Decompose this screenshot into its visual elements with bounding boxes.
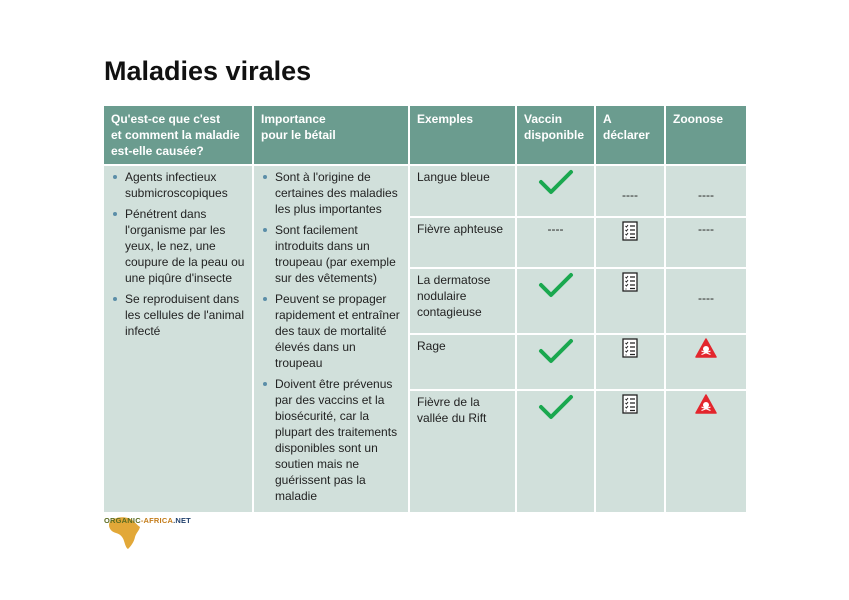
header-declare: A déclarer <box>595 105 665 165</box>
vaccine-cell <box>516 390 595 513</box>
checklist-document-icon <box>603 394 657 414</box>
list-item: Pénétrent dans l'organisme par les yeux, le nez, une coupure de la peau ou une piqûre d'insecte <box>111 206 245 286</box>
vaccine-cell <box>516 268 595 334</box>
what-it-is-list <box>111 169 245 339</box>
skull-warning-icon <box>673 338 739 358</box>
vaccine-cell <box>516 217 595 269</box>
checkmark-icon <box>524 394 587 420</box>
example-name: La dermatose nodulaire contagieuse <box>409 268 516 334</box>
checkmark-icon <box>524 272 587 298</box>
header-zoonose: Zoonose <box>665 105 747 165</box>
importance-list <box>261 169 401 504</box>
declare-cell <box>595 217 665 269</box>
not-applicable-dash: ---- <box>698 221 714 236</box>
table-row <box>103 165 747 217</box>
skull-warning-icon <box>673 394 739 414</box>
zoonose-cell <box>665 165 747 217</box>
not-applicable-dash: ---- <box>698 291 714 306</box>
list-item: Peuvent se propager rapidement et entraîner des taux de mortalité élevés dans un troupeau <box>261 291 401 371</box>
list-item: Agents infectieux submicroscopiques <box>111 169 245 201</box>
vaccine-cell <box>516 334 595 390</box>
declare-cell <box>595 334 665 390</box>
checklist-document-icon <box>603 272 657 292</box>
list-item: Sont à l'origine de certaines des maladies les plus importantes <box>261 169 401 217</box>
organic-africa-logo[interactable] <box>104 513 194 553</box>
importance-cell <box>253 165 409 513</box>
not-applicable-dash: ---- <box>622 188 638 202</box>
list-item: Sont facilement introduits dans un troupeau (par exemple sur des vêtements) <box>261 222 401 286</box>
header-vaccine: Vaccin disponible <box>516 105 595 165</box>
declare-cell <box>595 165 665 217</box>
example-name: Fièvre de la vallée du Rift <box>409 390 516 513</box>
zoonose-cell <box>665 390 747 513</box>
zoonose-cell <box>665 334 747 390</box>
list-item: Doivent être prévenus par des vaccins et la biosécurité, car la plupart des traitements disponibles sont un soutien mais ne guérissent pas la maladie <box>261 376 401 504</box>
checkmark-icon <box>524 338 587 364</box>
checklist-document-icon <box>603 221 657 241</box>
example-name: Langue bleue <box>409 165 516 217</box>
table-header-row <box>103 105 747 165</box>
checklist-document-icon <box>603 338 657 358</box>
example-name: Rage <box>409 334 516 390</box>
zoonose-cell <box>665 217 747 269</box>
checkmark-icon <box>524 169 587 195</box>
header-examples: Exemples <box>409 105 516 165</box>
not-applicable-dash: ---- <box>547 221 564 236</box>
viral-diseases-table <box>102 104 748 514</box>
vaccine-cell <box>516 165 595 217</box>
page-title: Maladies virales <box>104 56 312 86</box>
not-applicable-dash: ---- <box>698 188 714 202</box>
example-name: Fièvre aphteuse <box>409 217 516 269</box>
header-importance: Importance pour le bétail <box>253 105 409 165</box>
header-what-it-is: Qu'est-ce que c'est et comment la maladie est-elle causée? <box>103 105 253 165</box>
declare-cell <box>595 268 665 334</box>
what-it-is-cell <box>103 165 253 513</box>
list-item: Se reproduisent dans les cellules de l'animal infecté <box>111 291 245 339</box>
logo-wordmark: ORGANIC-AFRICA.NET <box>104 516 191 525</box>
zoonose-cell <box>665 268 747 334</box>
declare-cell <box>595 390 665 513</box>
